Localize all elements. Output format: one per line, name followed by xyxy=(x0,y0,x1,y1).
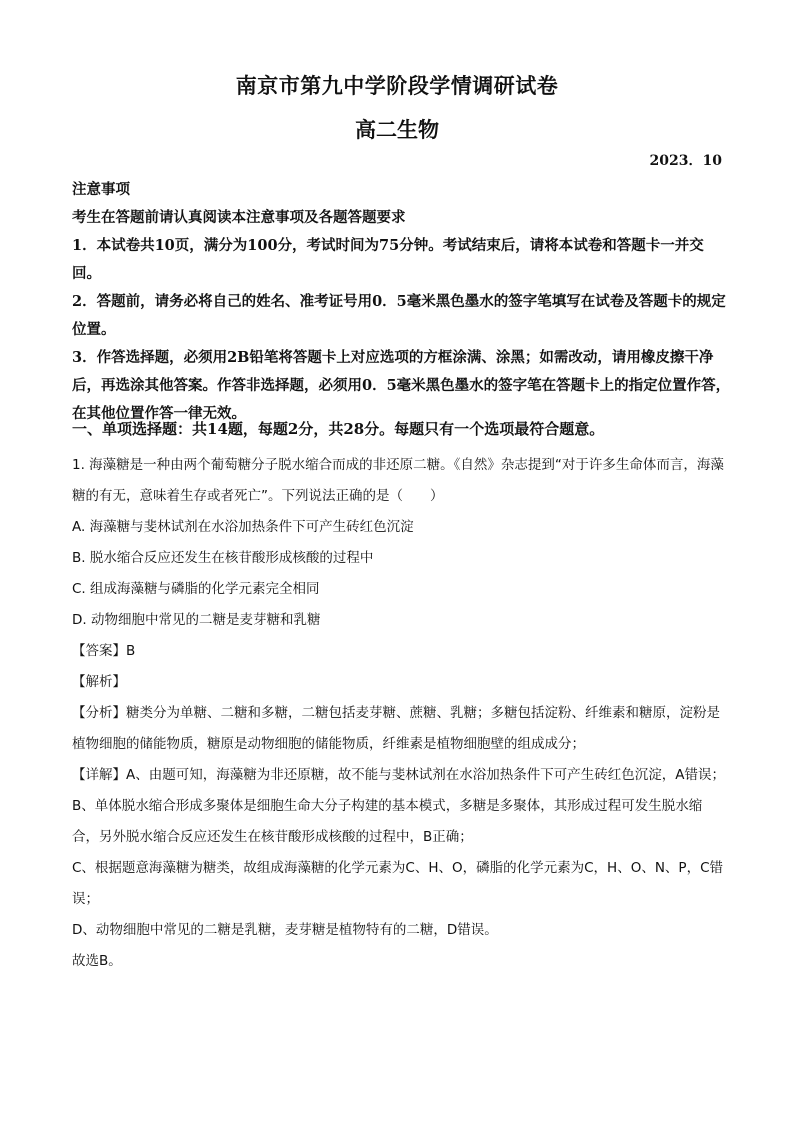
option-b: B. 脱水缩合反应还发生在核苷酸形成核酸的过程中 xyxy=(72,550,374,566)
notice-item: 3．作答选择题，必须用2B铅笔将答题卡上对应选项的方框涂满、涂黑；如需改动，请用橡皮擦干净后，再选涂其他答案。作答非选择题，必须用0．5毫米黑色墨水的签字笔在答题卡上的指定位置作答，在其他位置作答一律无效。 xyxy=(72,349,731,422)
section-heading: 一、单项选择题：共14题，每题2分，共28分。每题只有一个选项最符合题意。 xyxy=(72,420,605,438)
fenxi-paragraph xyxy=(72,698,728,760)
notice-item: 2．答题前，请务必将自己的姓名、准考证号用0．5毫米黑色墨水的签字笔填写在试卷及答题卡的规定位置。 xyxy=(72,293,726,338)
answer-tag: 【答案】 xyxy=(72,643,126,659)
xiangjie-text: A、由题可知，海藻糖为非还原糖，故不能与斐林试剂在水浴加热条件下可产生砖红色沉淀，A错误； xyxy=(126,767,725,783)
conclusion: 故选B。 xyxy=(72,953,122,969)
xiangjie-paragraph xyxy=(72,760,728,791)
option-a: A. 海藻糖与斐林试剂在水浴加热条件下可产生砖红色沉淀 xyxy=(72,519,414,535)
answer-line xyxy=(72,636,728,667)
notice-heading: 注意事项 xyxy=(72,181,130,198)
explain-paragraph: C、根据题意海藻糖为糖类，故组成海藻糖的化学元素为C、H、O，磷脂的化学元素为C，H、O、N、P，C错误； xyxy=(72,860,723,907)
question-stem: 1. 海藻糖是一种由两个葡萄糖分子脱水缩合而成的非还原二糖。《自然》杂志提到“对于许多生命体而言，海藻糖的有无，意味着生存或者死亡”。下列说法正确的是（ ） xyxy=(72,457,724,504)
explain-paragraph: D、动物细胞中常见的二糖是乳糖，麦芽糖是植物特有的二糖，D错误。 xyxy=(72,922,498,938)
question-block xyxy=(72,450,728,977)
explain-paragraph: B、单体脱水缩合形成多聚体是细胞生命大分子构建的基本模式，多糖是多聚体，其形成过程可发生脱水缩合，另外脱水缩合反应还发生在核苷酸形成核酸的过程中，B正确； xyxy=(72,798,703,845)
notice-block xyxy=(72,176,732,428)
fenxi-tag: 【分析】 xyxy=(72,705,126,721)
option-c: C. 组成海藻糖与磷脂的化学元素完全相同 xyxy=(72,581,320,597)
option-d: D. 动物细胞中常见的二糖是麦芽糖和乳糖 xyxy=(72,612,321,628)
fenxi-text: 糖类分为单糖、二糖和多糖，二糖包括麦芽糖、蔗糖、乳糖；多糖包括淀粉、纤维素和糖原，淀粉是植物细胞的储能物质，糖原是动物细胞的储能物质，纤维素是植物细胞壁的组成成分； xyxy=(72,705,720,752)
page-title: 南京市第九中学阶段学情调研试卷 xyxy=(235,73,559,98)
exam-date: 2023．10 xyxy=(649,153,722,169)
notice-item: 1．本试卷共10页，满分为100分，考试时间为75分钟。考试结束后，请将本试卷和答题卡一并交回。 xyxy=(72,237,704,282)
notice-intro: 考生在答题前请认真阅读本注意事项及各题答题要求 xyxy=(72,209,406,226)
answer-value: B xyxy=(126,643,136,659)
xiangjie-tag: 【详解】 xyxy=(72,767,126,783)
page-subtitle: 高二生物 xyxy=(355,117,439,142)
analysis-tag: 【解析】 xyxy=(72,674,126,690)
